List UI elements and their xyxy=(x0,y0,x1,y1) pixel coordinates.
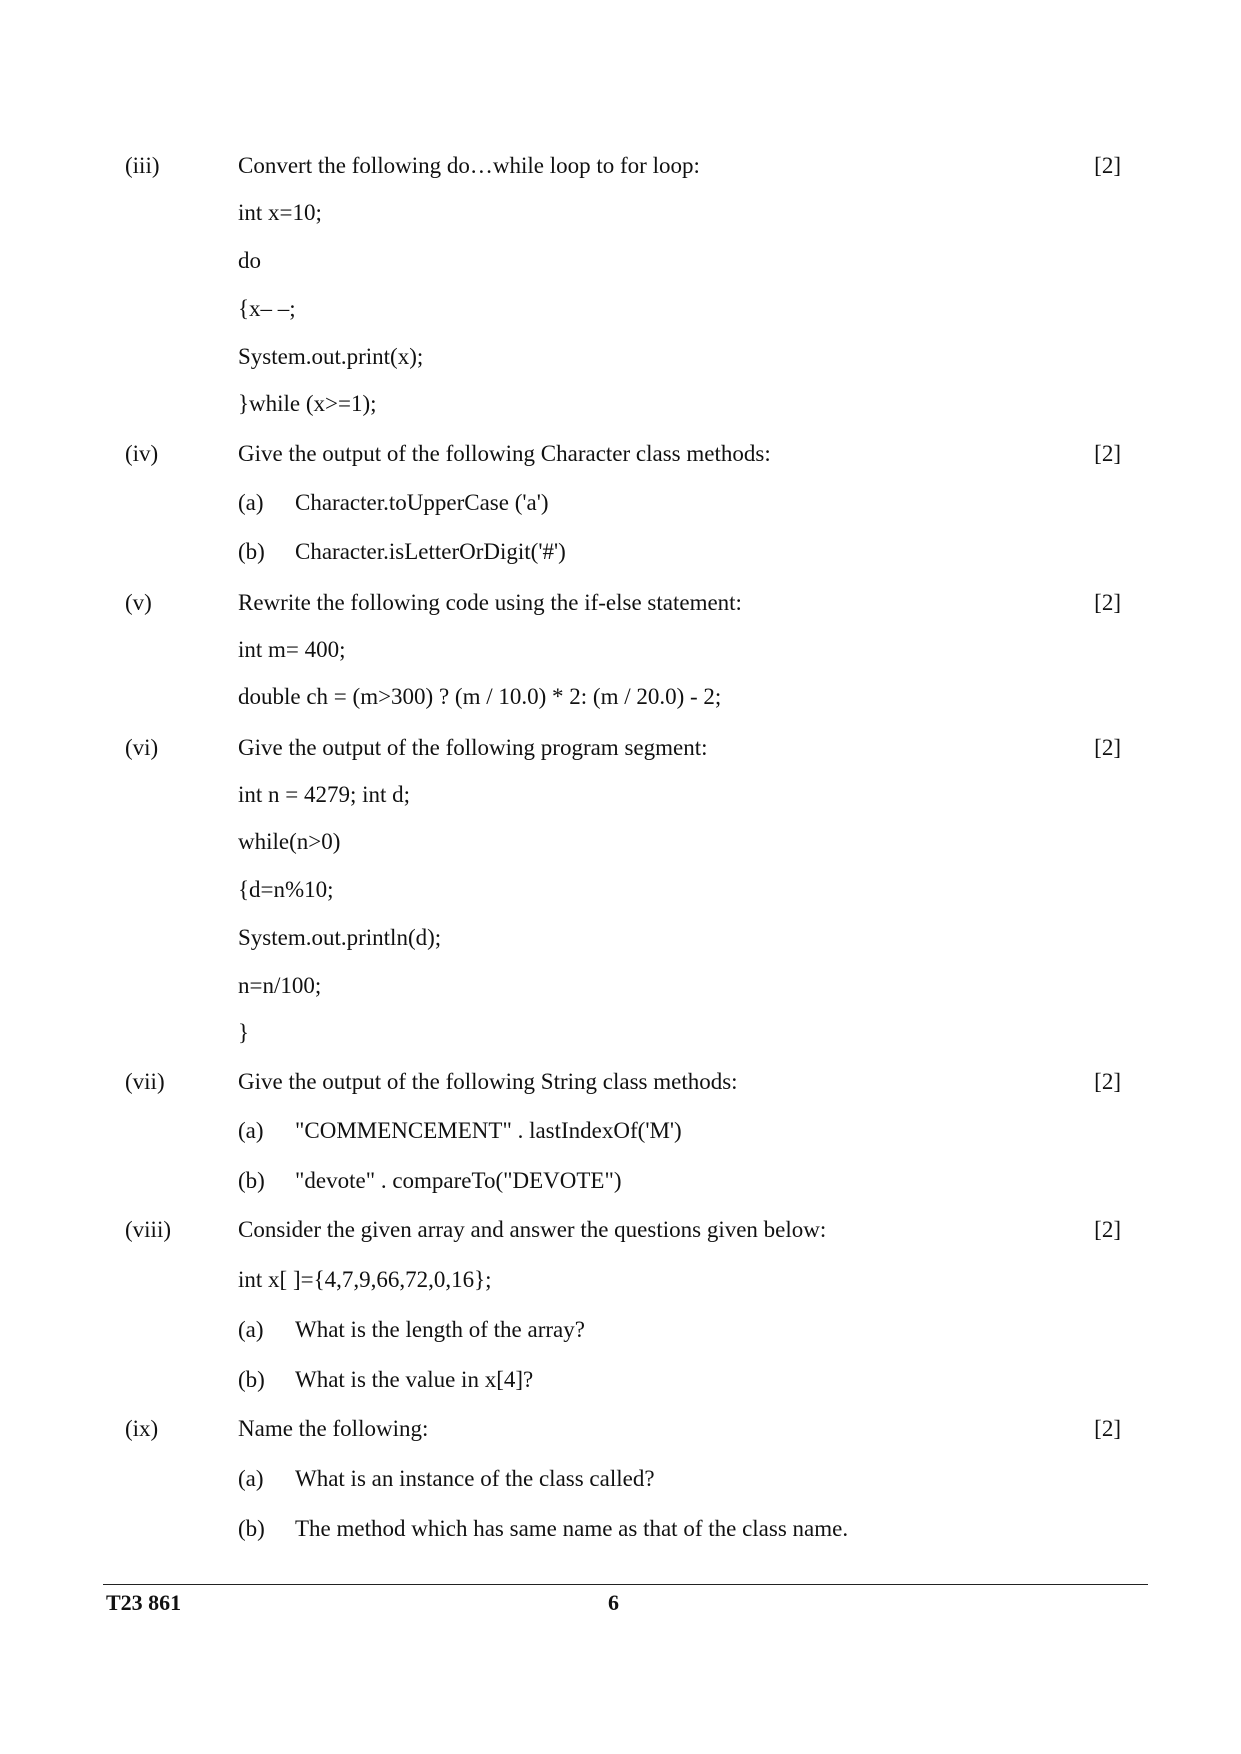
question-number: (vii) xyxy=(125,1069,165,1094)
sub-question-text: Character.toUpperCase ('a') xyxy=(295,490,549,515)
sub-question-label: (a) xyxy=(238,490,264,515)
question-number: (vi) xyxy=(125,735,159,760)
question-number: (v) xyxy=(125,590,152,615)
sub-question-text: The method which has same name as that of the class name. xyxy=(295,1516,849,1541)
sub-question-text: Character.isLetterOrDigit('#') xyxy=(295,539,566,564)
code-line: double ch = (m>300) ? (m / 10.0) * 2: (m / 20.0) - 2; xyxy=(238,684,722,709)
sub-question-text: What is an instance of the class called? xyxy=(295,1466,655,1491)
question-marks: [2] xyxy=(1094,1069,1121,1094)
question-number: (ix) xyxy=(125,1416,159,1441)
question-number: (iv) xyxy=(125,441,159,466)
sub-question-label: (b) xyxy=(238,1516,265,1541)
question-text: Convert the following do…while loop to for loop: xyxy=(238,153,700,178)
code-line: {d=n%10; xyxy=(238,877,334,902)
sub-question-text: "COMMENCEMENT" . lastIndexOf('M') xyxy=(295,1118,682,1143)
sub-question-label: (a) xyxy=(238,1317,264,1342)
question-marks: [2] xyxy=(1094,590,1121,615)
question-marks: [2] xyxy=(1094,1217,1121,1242)
code-line: int n = 4279; int d; xyxy=(238,782,411,807)
sub-question-label: (a) xyxy=(238,1466,264,1491)
question-number: (iii) xyxy=(125,153,160,178)
question-text: Give the output of the following Character class methods: xyxy=(238,441,771,466)
sub-question-text: What is the length of the array? xyxy=(295,1317,585,1342)
page-number: 6 xyxy=(608,1590,619,1615)
question-marks: [2] xyxy=(1094,1416,1121,1441)
paper-code: T23 861 xyxy=(106,1590,182,1615)
code-line: do xyxy=(238,248,261,273)
question-marks: [2] xyxy=(1094,735,1121,760)
question-text: Consider the given array and answer the questions given below: xyxy=(238,1217,827,1242)
sub-question-label: (b) xyxy=(238,1168,265,1193)
question-marks: [2] xyxy=(1094,153,1121,178)
code-line: n=n/100; xyxy=(238,973,322,998)
question-text: Name the following: xyxy=(238,1416,429,1441)
question-text: Give the output of the following String class methods: xyxy=(238,1069,738,1094)
code-line: int x[ ]={4,7,9,66,72,0,16}; xyxy=(238,1267,492,1292)
code-line: int x=10; xyxy=(238,200,322,225)
code-line: int m= 400; xyxy=(238,637,346,662)
sub-question-label: (a) xyxy=(238,1118,264,1143)
sub-question-label: (b) xyxy=(238,1367,265,1392)
sub-question-label: (b) xyxy=(238,539,265,564)
code-line: System.out.print(x); xyxy=(238,344,424,369)
question-number: (viii) xyxy=(125,1217,171,1242)
footer-divider xyxy=(103,1584,1148,1585)
sub-question-text: "devote" . compareTo("DEVOTE") xyxy=(295,1168,622,1193)
code-line: {x– –; xyxy=(238,296,296,321)
question-text: Rewrite the following code using the if-else statement: xyxy=(238,590,742,615)
code-line: } xyxy=(238,1020,250,1045)
sub-question-text: What is the value in x[4]? xyxy=(295,1367,534,1392)
code-line: while(n>0) xyxy=(238,829,341,854)
question-text: Give the output of the following program segment: xyxy=(238,735,708,760)
question-marks: [2] xyxy=(1094,441,1121,466)
code-line: }while (x>=1); xyxy=(238,391,377,416)
code-line: System.out.println(d); xyxy=(238,925,442,950)
